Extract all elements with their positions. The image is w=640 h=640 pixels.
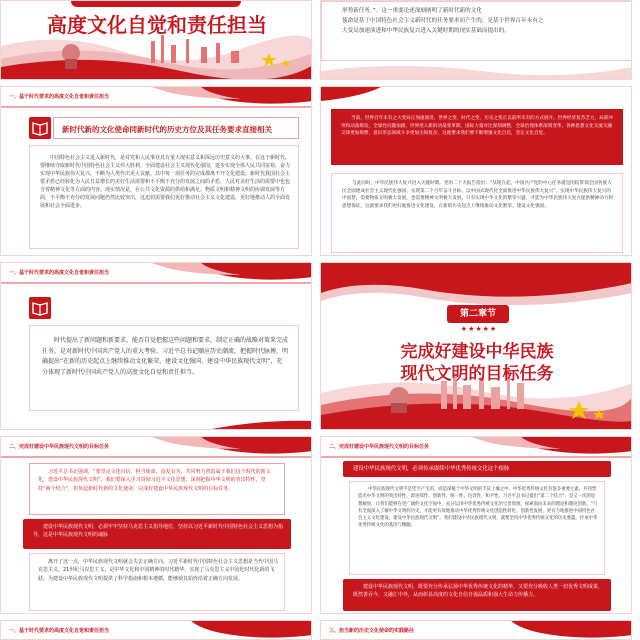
slide-2-line-2: 使命是基于中国特色社会主义新时代的任务要求而产生的，是基于世界百年未有之: [342, 18, 544, 24]
slide-3[interactable]: [0, 86, 312, 256]
slide-6-chapter-cover[interactable]: [320, 262, 632, 430]
slide-8-red-box: [343, 579, 611, 611]
section-header: 三、担当新的历史文化使命的实践路径: [329, 628, 415, 634]
section-header: 一、基于时代要求的高度文化自觉和责任担当: [9, 94, 110, 100]
book-icon: [29, 297, 51, 319]
slide-8-red-title: [343, 461, 611, 477]
slide-8-title-text: 建设中华民族现代文明，必须传承赓续中华优秀传统文化这个根脉: [353, 466, 510, 472]
section-header: 二、完成好建设中华民族现代文明的目标任务: [9, 444, 110, 450]
slide-7[interactable]: [0, 436, 312, 614]
slide-7-highlight: 建设中华民族现代文明，必须牢牢坚持马克思主义指导地位，坚持以习近平新时代中国特色社会主义思想为指导，这是中华民族现代文明的魂脉: [33, 524, 284, 539]
slide-7-red-box: [23, 519, 291, 549]
slide-2-line-1: 形势新任务。”。这一重要论述深刻阐明了新时代新的文化: [342, 8, 482, 14]
slide-2[interactable]: [320, 0, 632, 80]
slide-4-white-box: [331, 173, 623, 253]
slide-7-quote: 习近平总书记强调，“要坚定文化自信、担当使命、奋发有为，共同努力创造属于我们这个时代的新文化，建设中华民族现代文明”。我们要深入学习贯彻习近平文化思想，深刻把握中华文明的突出特性，坚持“两个结合”，担负起新时代新的文化使命，完成好建设中华民族现代文明的目标任务。: [38, 469, 271, 492]
slide-3-body: 中国特色社会主义进入新时代，是对党和人民事业具有重大现实意义和深远历史意义的大事。在这个新时代，要继续夺取新时代中国特色社会主义伟大胜利、全面建设社会主义现代化强国，逐步实现全体人民共同富裕，奋力实现中华民族伟大复兴。不断为人类作出更大贡献。其中每一项任务的完成都离不开文化建设。新时代我国社会主要矛盾已经转化为人民日益增长的美好生活需要和不平衡不充分的发展之间的矛盾，人民对美好生活的需要中也包含着精神文化等方面的内容。现实情况是，在公共文化资源的供给和满足、物质文明和精神文明的协调发展等方面，不平衡不充分的发展问题仍然比较突出，这迫切需要我们更好推动社会主义文化建设，更好地推动人的全面发展和社会全面进步。: [40, 155, 291, 209]
topic-title: 新时代新的文化使命同新时代的历史方位及其任务要求直接相关: [62, 125, 272, 134]
slide-7-quote-box: [29, 463, 285, 515]
slide-4-paragraph-2: 与此同时，中华民族伟大复兴进入关键时期。党的二十大报告指出：“从现在起，中国共产党的中心任务就是团结带领全国各族人民全面建成社会主义现代化强国、实现第二个百年奋斗目标，以中国式现代化全面推进中华民族伟大复兴”。实现中华民族伟大复兴的中国梦，需要物质文明极大发展，也需要精神文明极大发展。只有实现中华文化的繁荣兴盛，才能为中华民族伟大复兴提供精神动力和思想保证，这就要求我们更好地推进文化建设，在新的历史起点上继续推动文化繁荣、建设文化强国。: [342, 181, 614, 209]
chapter-title-line-2: 现代文明的目标任务: [400, 364, 554, 384]
slide-4-paragraph-1: 当前，世界百年未有之大变局正加速演进，世界之变、时代之变、历史之变正以前所未有的方式展开。世界经济复苏乏力，局部冲突和动荡频发，全球性问题加剧，世界进入新的动荡变革期，国际力量对比深刻调整，全球治理体系深刻变革，各种思想文化交流交融交锋更加频繁，意识形态领域斗争更加尖锐复杂，这就要求我们要不断增强文化自信，坚定文化自觉。: [341, 116, 613, 136]
slide-3-body-box: [29, 145, 299, 249]
slide-1[interactable]: [0, 0, 312, 80]
chapter-label: 第二章节: [447, 305, 509, 323]
slide-5-bottom-wave: [1, 413, 312, 430]
slide-8-body: 中华民族现代文明不是凭空产生的，而是深植于中华文明的丰沃土壤之中。中华优秀传统文化有很多重要元素，共同塑造出中华文明的突出特性，即连续性、创新性、统一性、包容性、和平性。习近平总书记提出“第二个结合”，是又一次的思想解放，让我们能够在更广阔的文化空间中，充分运用中华优秀传统文化的宝贵资源，探索面向未来的理论和制度创新。“只有全面深入了解中华文明的历史，才能更有效地推动中华优秀传统文化创造性转化、创新性发展，更有力地推进中国特色社会主义文化建设，建设中华民族现代文明”。我们建设中华民族现代文明，就要坚持中华优秀传统文化的历史底蕴，传承中华优秀传统文化的基因与精髓。: [358, 487, 598, 529]
slide-8-highlight: 建设中华民族现代文明，既要充分传承弘扬中华优秀传统文化的精华，又要充分吸收人类一切优秀文明成果，既然善吞今，又融汇中外，从而彰显高度的文化自信自强品质和强大生命力传播力。: [353, 584, 604, 599]
slide-8[interactable]: [320, 436, 632, 614]
slide-5-body-box: [29, 325, 299, 411]
stars-decoration: ★★★★★: [460, 325, 498, 333]
title-cap-bar: [71, 1, 241, 7]
slide-2-text-box: [321, 1, 632, 61]
topic-title-box: [53, 117, 299, 139]
slide-4-red-box: [331, 109, 623, 165]
slide-1-title: 高度文化自觉和责任担当: [47, 13, 267, 37]
section-header: 一、基于时代要求的高度文化自觉和责任担当: [9, 270, 110, 276]
slide-2-bottom-wave: [321, 61, 632, 80]
slide-4[interactable]: [320, 86, 632, 256]
section-header: 一、基于时代要求的高度文化自觉和责任担当: [9, 628, 110, 634]
slide-10[interactable]: [320, 620, 632, 640]
book-icon: [29, 117, 51, 139]
slide-7-body: 离开了这一点，中华民族现代文明就会失去正确方向。习近平新时代中国特色社会主义思想是当代中国马克思主义、21世纪马克思主义，是中华文化和中国精神的时代精华，实现了马克思主义中国化时代化新的飞跃，为建设中华民族现代文明提供了科学指南和根本遵循，能够使其始终沿着正确方向发展。: [38, 559, 279, 582]
slide-2-paragraph: [342, 6, 622, 36]
header-wave: [321, 87, 631, 109]
slide-9[interactable]: [0, 620, 312, 640]
chapter-title-line-1: 完成好建设中华民族: [400, 342, 554, 362]
slide-5-body: 时代提出了新问题和新要求，能否自觉把握这些问题和要求，制定正确的战略对策来完成任务，是对新时代中国共产党人的重大考验。习近平总书记顺应历史潮流，把握时代脉搏，明确提出“在新的历史起点上继续推动文化繁荣、建设文化强国、建设中华民族现代文明”，充分体现了新时代中国共产党人的高度文化自觉和责任担当。: [42, 337, 289, 376]
section-header: 二、完成好建设中华民族现代文明的目标任务: [329, 444, 430, 450]
slide-8-body-box: [349, 481, 605, 575]
slide-2-line-3: 大变局加速演进和中华民族复兴进入关键时期的现实基础而提出的。: [342, 28, 510, 34]
slide-5[interactable]: [0, 262, 312, 430]
slide-7-body-box: [29, 553, 285, 611]
